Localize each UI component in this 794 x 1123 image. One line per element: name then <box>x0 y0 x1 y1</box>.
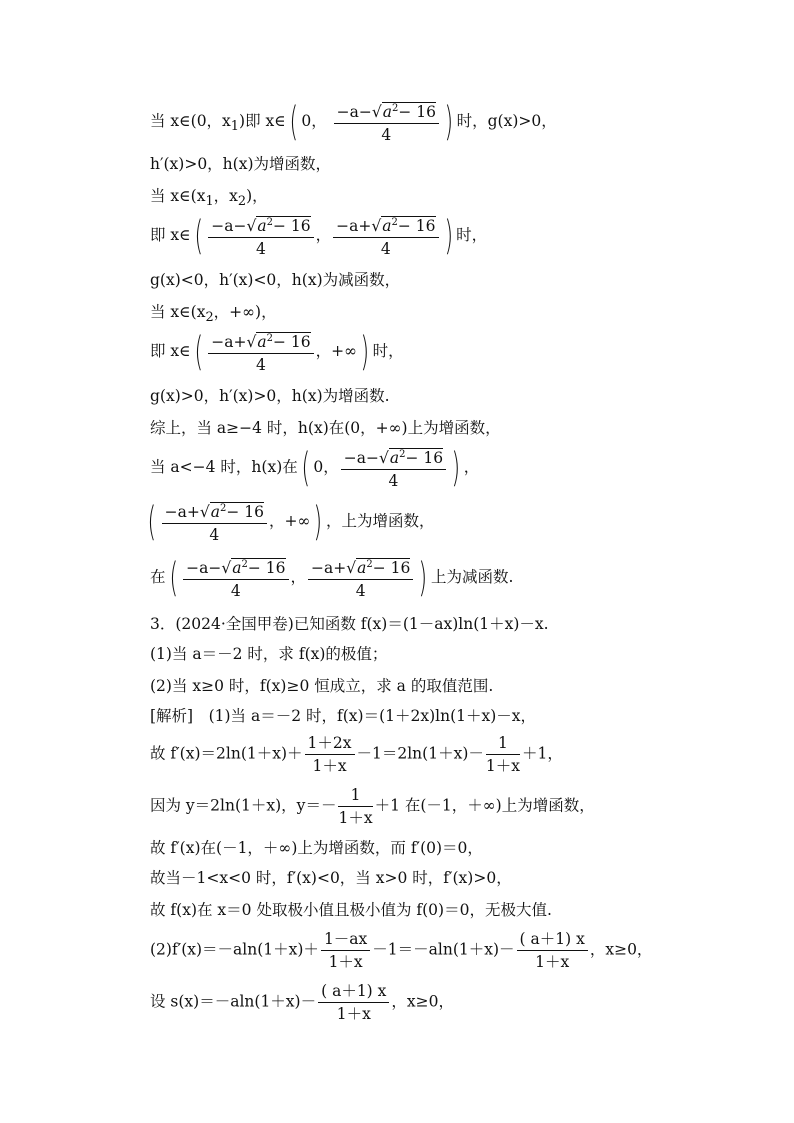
fraction: $\frac{1+2x}{1+x}$ <box>305 734 355 775</box>
line-7: 即 x∈( $\frac{-a+√a^2- 16}{4}$ ，+∞) 时， <box>150 329 404 376</box>
line-9: 综上，当 a≥−4 时，h(x)在(0，+∞)上为增函数， <box>150 419 501 437</box>
line-12: 在( $\frac{-a-√a^2- 16}{4}$ ， $\frac{-a+√a^2- 16}{4}$ ) 上为减函数. <box>150 555 514 602</box>
problem-3-part-1: (1)当 a＝－2 时，求 f(x)的极值； <box>150 645 388 663</box>
solution-line-5: 故当－1<x<0 时，f′(x)<0，当 x>0 时，f′(x)>0， <box>150 869 512 887</box>
fraction: $\frac{( a+1) x}{1+x}$ <box>318 982 389 1023</box>
line-2: h′(x)>0，h(x)为增函数， <box>150 155 332 173</box>
solution-line-6: 故 f(x)在 x＝0 处取极小值且极小值为 f(0)＝0，无极大值. <box>150 901 552 919</box>
fraction: $\frac{-a-√a^2- 16}{4}$ <box>334 100 439 144</box>
line-11: ( $\frac{-a+√a^2- 16}{4}$ ，+∞) ，上为增函数， <box>147 499 435 546</box>
fraction: $\frac{1-ax}{1+x}$ <box>321 930 370 971</box>
solution-line-3: 因为 y＝2ln(1＋x)，y＝－ $\frac{1}{1+x}$ ＋1 在(－1，＋∞)上为增函数， <box>150 786 595 827</box>
line-10: 当 a<−4 时，h(x)在( 0， $\frac{-a-√a^2- 16}{4}$ ) ， <box>150 445 480 492</box>
fraction: $\frac{-a+√a^2- 16}{4}$ <box>308 556 413 600</box>
solution-line-7: (2)f′(x)＝－aln(1＋x)＋ $\frac{1-ax}{1+x}$ －1＝－aln(1＋x)－ $\frac{( a+1) x}{1+x}$ ，x≥0， <box>150 930 653 971</box>
line-6: 当 $x\in(x_2$，+∞)， <box>150 303 277 326</box>
line-1: 当 x∈(0，$x_1$)即 x∈( 0， $\frac{-a-√a^2- 16}{4}$ ) 时，g(x)>0， <box>150 99 557 146</box>
problem-3-part-2: (2)当 x≥0 时，f(x)≥0 恒成立，求 a 的取值范围. <box>150 677 494 695</box>
fraction: $\frac{1}{1+x}$ <box>485 734 520 775</box>
line-5: g(x)<0，h′(x)<0，h(x)为减函数， <box>150 271 401 289</box>
fraction: $\frac{-a+√a^2- 16}{4}$ <box>162 500 267 544</box>
solution-line-2: 故 f′(x)＝2ln(1＋x)＋ $\frac{1+2x}{1+x}$ －1＝2ln(1＋x)－ $\frac{1}{1+x}$ ＋1， <box>150 734 563 775</box>
fraction: $\frac{1}{1+x}$ <box>338 786 373 827</box>
left-paren: ( <box>289 99 298 146</box>
line-8: g(x)>0，h′(x)>0，h(x)为增函数. <box>150 387 390 405</box>
solution-line-1: [解析] (1)当 a＝－2 时，f(x)＝(1＋2x)ln(1＋x)－x， <box>150 707 537 725</box>
line-3: 当 $x\in(x_1$，$x_2$)， <box>150 187 268 210</box>
solution-line-8: 设 s(x)＝－aln(1＋x)－ $\frac{( a+1) x}{1+x}$ ，x≥0， <box>150 982 454 1023</box>
solution-line-4: 故 f′(x)在(－1，＋∞)上为增函数，而 f′(0)＝0， <box>150 839 483 857</box>
line-4: 即 x∈( $\frac{-a-√a^2- 16}{4}$ ， $\frac{-a+√a^2- 16}{4}$ ) 时， <box>150 213 488 260</box>
fraction: $\frac{-a+√a^2- 16}{4}$ <box>208 330 313 374</box>
right-paren: ) <box>444 99 454 146</box>
fraction: $\frac{-a+√a^2- 16}{4}$ <box>333 214 438 258</box>
fraction: $\frac{-a-√a^2- 16}{4}$ <box>208 214 313 258</box>
problem-3-title: 3．(2024·全国甲卷)已知函数 f(x)＝(1－ax)ln(1＋x)－x. <box>150 615 549 633</box>
fraction: $\frac{-a-√a^2- 16}{4}$ <box>341 446 446 490</box>
fraction: $\frac{-a-√a^2- 16}{4}$ <box>183 556 288 600</box>
fraction: $\frac{( a+1) x}{1+x}$ <box>517 930 588 971</box>
